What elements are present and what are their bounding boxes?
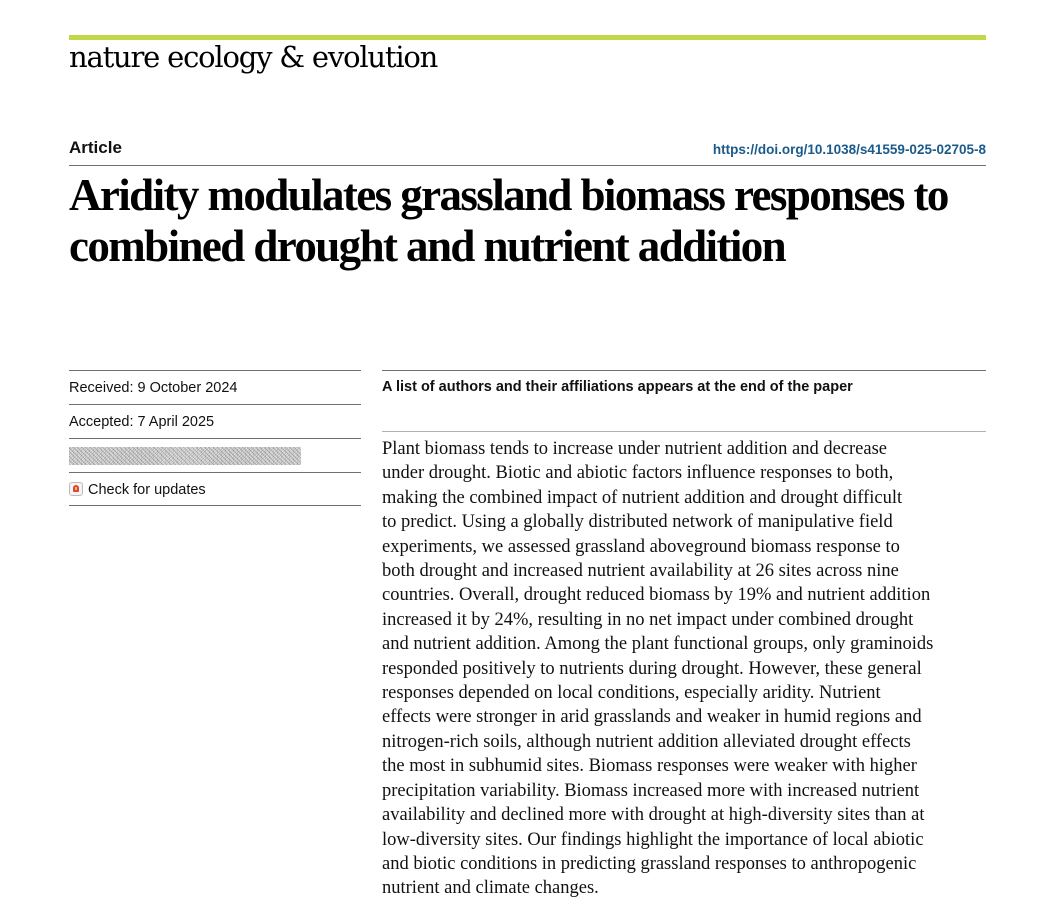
check-for-updates-button[interactable] [69, 472, 361, 506]
authors-divider [382, 370, 986, 371]
abstract-line: effects were stronger in arid grasslands and weaker in humid regions and [382, 707, 922, 728]
abstract-line: nutrient and climate changes. [382, 878, 599, 899]
abstract-line: to predict. Using a globally distributed network of manipulative field [382, 512, 893, 533]
crossmark-icon [69, 482, 83, 496]
article-type-label: Article [69, 138, 122, 157]
accepted-date-text: Accepted: 7 April 2025 [69, 414, 215, 430]
abstract-line: responded positively to nutrients during drought. However, these general [382, 658, 922, 679]
received-date [69, 370, 361, 404]
abstract-line: the most in subhumid sites. Biomass responses were weaker with higher [382, 756, 917, 777]
abstract-line: nitrogen-rich soils, although nutrient addition alleviated drought effects [382, 731, 911, 752]
redacted-row [69, 438, 361, 472]
abstract-line: precipitation variability. Biomass increased more with increased nutrient [382, 780, 920, 801]
check-for-updates-label: Check for updates [88, 482, 206, 499]
accepted-date [69, 404, 361, 438]
abstract-line: experiments, we assessed grassland aboveground biomass response to [382, 536, 900, 557]
abstract-line: and nutrient addition. Among the plant functional groups, only graminoids [382, 634, 934, 655]
abstract [382, 437, 992, 901]
abstract-line: responses depended on local conditions, especially aridity. Nutrient [382, 683, 881, 704]
abstract-line: making the combined impact of nutrient addition and drought difficult [382, 487, 903, 508]
abstract-line: under drought. Biotic and abiotic factors influence responses to both, [382, 463, 894, 484]
journal-name: nature ecology & evolution [69, 40, 438, 74]
article-title: Aridity modulates grassland biomass responses to combined drought and nutrient addition [69, 170, 948, 271]
abstract-divider [382, 431, 986, 432]
abstract-line: and biotic conditions in predicting grassland responses to anthropogenic [382, 853, 917, 874]
doi-link[interactable]: https://doi.org/10.1038/s41559-025-02705-8 [712, 142, 986, 157]
abstract-line: both drought and increased nutrient availability at 26 sites across nine [382, 561, 899, 582]
article-info-sidebar [69, 370, 361, 506]
received-date-text: Received: 9 October 2024 [69, 380, 238, 396]
title-divider [69, 165, 986, 166]
abstract-line: countries. Overall, drought reduced biomass by 19% and nutrient addition [382, 585, 931, 606]
abstract-line: low-diversity sites. Our findings highlight the importance of local abiotic [382, 829, 924, 850]
abstract-line: increased it by 24%, resulting in no net impact under combined drought [382, 609, 914, 630]
authors-affiliation-note: A list of authors and their affiliations appears at the end of the paper [382, 379, 853, 395]
abstract-line: availability and declined more with drought at high-diversity sites than at [382, 805, 925, 826]
redacted-block [69, 447, 301, 465]
abstract-line: Plant biomass tends to increase under nutrient addition and decrease [382, 439, 888, 459]
